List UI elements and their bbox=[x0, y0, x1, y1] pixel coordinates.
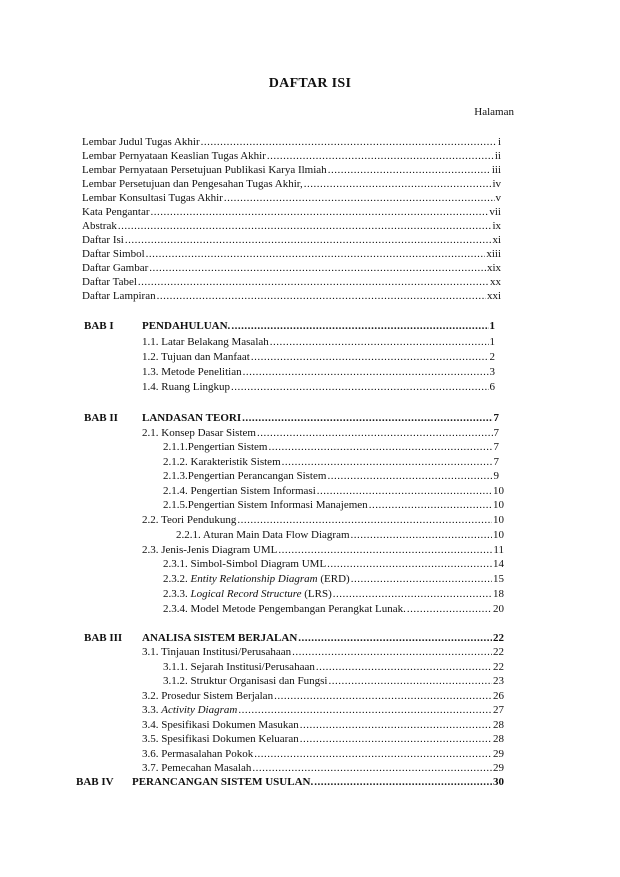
toc-entry: 3.6. Permasalahan Pokok ..... 29 bbox=[142, 747, 504, 761]
toc-entry: 3.3. Activity Diagram ..... 27 bbox=[142, 703, 504, 717]
toc-entry: 3.1. Tinjauan Institusi/Perusahaan ..... 22 bbox=[142, 645, 504, 659]
toc-entry: Daftar Simbol ..... xiii bbox=[82, 247, 501, 261]
toc-entry: 2.1.3.Pengertian Perancangan Sistem ..... 9 bbox=[163, 469, 499, 483]
toc-entry: 2.3. Jenis-Jenis Diagram UML ..... 11 bbox=[142, 543, 504, 557]
toc-entry: 3.7. Pemecahan Masalah ..... 29 bbox=[142, 761, 504, 775]
toc-entry: 3.5. Spesifikasi Dokumen Keluaran ..... 28 bbox=[142, 732, 504, 746]
toc-entry: 3.2. Prosedur Sistem Berjalan ..... 26 bbox=[142, 689, 504, 703]
toc-entry: Lembar Pernyataan Keaslian Tugas Akhir ..... ii bbox=[82, 149, 501, 163]
toc-entry: Lembar Judul Tugas Akhir ..... i bbox=[82, 135, 501, 149]
chapter-label: BAB II bbox=[84, 412, 118, 424]
toc-entry: 1.2. Tujuan dan Manfaat ..... 2 bbox=[142, 350, 495, 364]
toc-entry: 2.1. Konsep Dasar Sistem ..... 7 bbox=[142, 426, 499, 440]
toc-entry: 2.3.3. Logical Record Structure (LRS) ..... 18 bbox=[163, 587, 504, 601]
toc-entry: 2.1.4. Pengertian Sistem Informasi ..... 10 bbox=[163, 484, 504, 498]
toc-entry: 2.3.1. Simbol-Simbol Diagram UML ..... 14 bbox=[163, 557, 504, 571]
toc-entry: 2.1.2. Karakteristik Sistem ..... 7 bbox=[163, 455, 499, 469]
toc-entry: Daftar Isi ..... xi bbox=[82, 233, 501, 247]
chapter-label: BAB III bbox=[84, 632, 123, 644]
toc-entry: Daftar Lampiran ..... xxi bbox=[82, 289, 501, 303]
toc-entry: 1.3. Metode Penelitian ..... 3 bbox=[142, 365, 495, 379]
toc-entry: 2.3.4. Model Metode Pengembangan Perangkat Lunak. ..... 20 bbox=[163, 602, 504, 616]
toc-entry: 3.1.1. Sejarah Institusi/Perusahaan ..... 22 bbox=[163, 660, 504, 674]
toc-entry: Lembar Konsultasi Tugas Akhir ..... v bbox=[82, 191, 501, 205]
toc-entry: Daftar Tabel ..... xx bbox=[82, 275, 501, 289]
toc-entry: 3.1.2. Struktur Organisasi dan Fungsi ..... 23 bbox=[163, 674, 504, 688]
halaman-label: Halaman bbox=[474, 106, 514, 118]
toc-entry: Daftar Gambar ..... xix bbox=[82, 261, 501, 275]
toc-entry: Lembar Persetujuan dan Pengesahan Tugas Akhir, ..... iv bbox=[82, 177, 501, 191]
toc-entry: 2.3.2. Entity Relationship Diagram (ERD) ..... 15 bbox=[163, 572, 504, 586]
toc-entry: 2.2. Teori Pendukung ..... 10 bbox=[142, 513, 504, 527]
toc-entry: Kata Pengantar ..... vii bbox=[82, 205, 501, 219]
toc-entry: 1.1. Latar Belakang Masalah ..... 1 bbox=[142, 335, 495, 349]
toc-entry: 2.2.1. Aturan Main Data Flow Diagram ..... 10 bbox=[176, 528, 504, 542]
toc-entry: 1.4. Ruang Lingkup ..... 6 bbox=[142, 380, 495, 394]
chapter-heading: PERANCANGAN SISTEM USULAN. ..... 30 bbox=[132, 775, 504, 789]
toc-entry: Lembar Pernyataan Persetujuan Publikasi Karya Ilmiah ..... iii bbox=[82, 163, 501, 177]
toc-entry: 2.1.1.Pengertian Sistem ..... 7 bbox=[163, 440, 499, 454]
page-title: DAFTAR ISI bbox=[268, 76, 352, 91]
chapter-heading: LANDASAN TEORI ..... 7 bbox=[142, 411, 499, 425]
chapter-heading: ANALISA SISTEM BERJALAN ..... 22 bbox=[142, 631, 504, 645]
chapter-label: BAB IV bbox=[76, 776, 114, 788]
toc-entry: 3.4. Spesifikasi Dokumen Masukan ..... 28 bbox=[142, 718, 504, 732]
toc-entry: 2.1.5.Pengertian Sistem Informasi Manajemen ..... 10 bbox=[163, 498, 504, 512]
toc-entry: Abstrak ..... ix bbox=[82, 219, 501, 233]
chapter-label: BAB I bbox=[84, 320, 114, 332]
chapter-heading: PENDAHULUAN. ..... 1 bbox=[142, 319, 495, 333]
